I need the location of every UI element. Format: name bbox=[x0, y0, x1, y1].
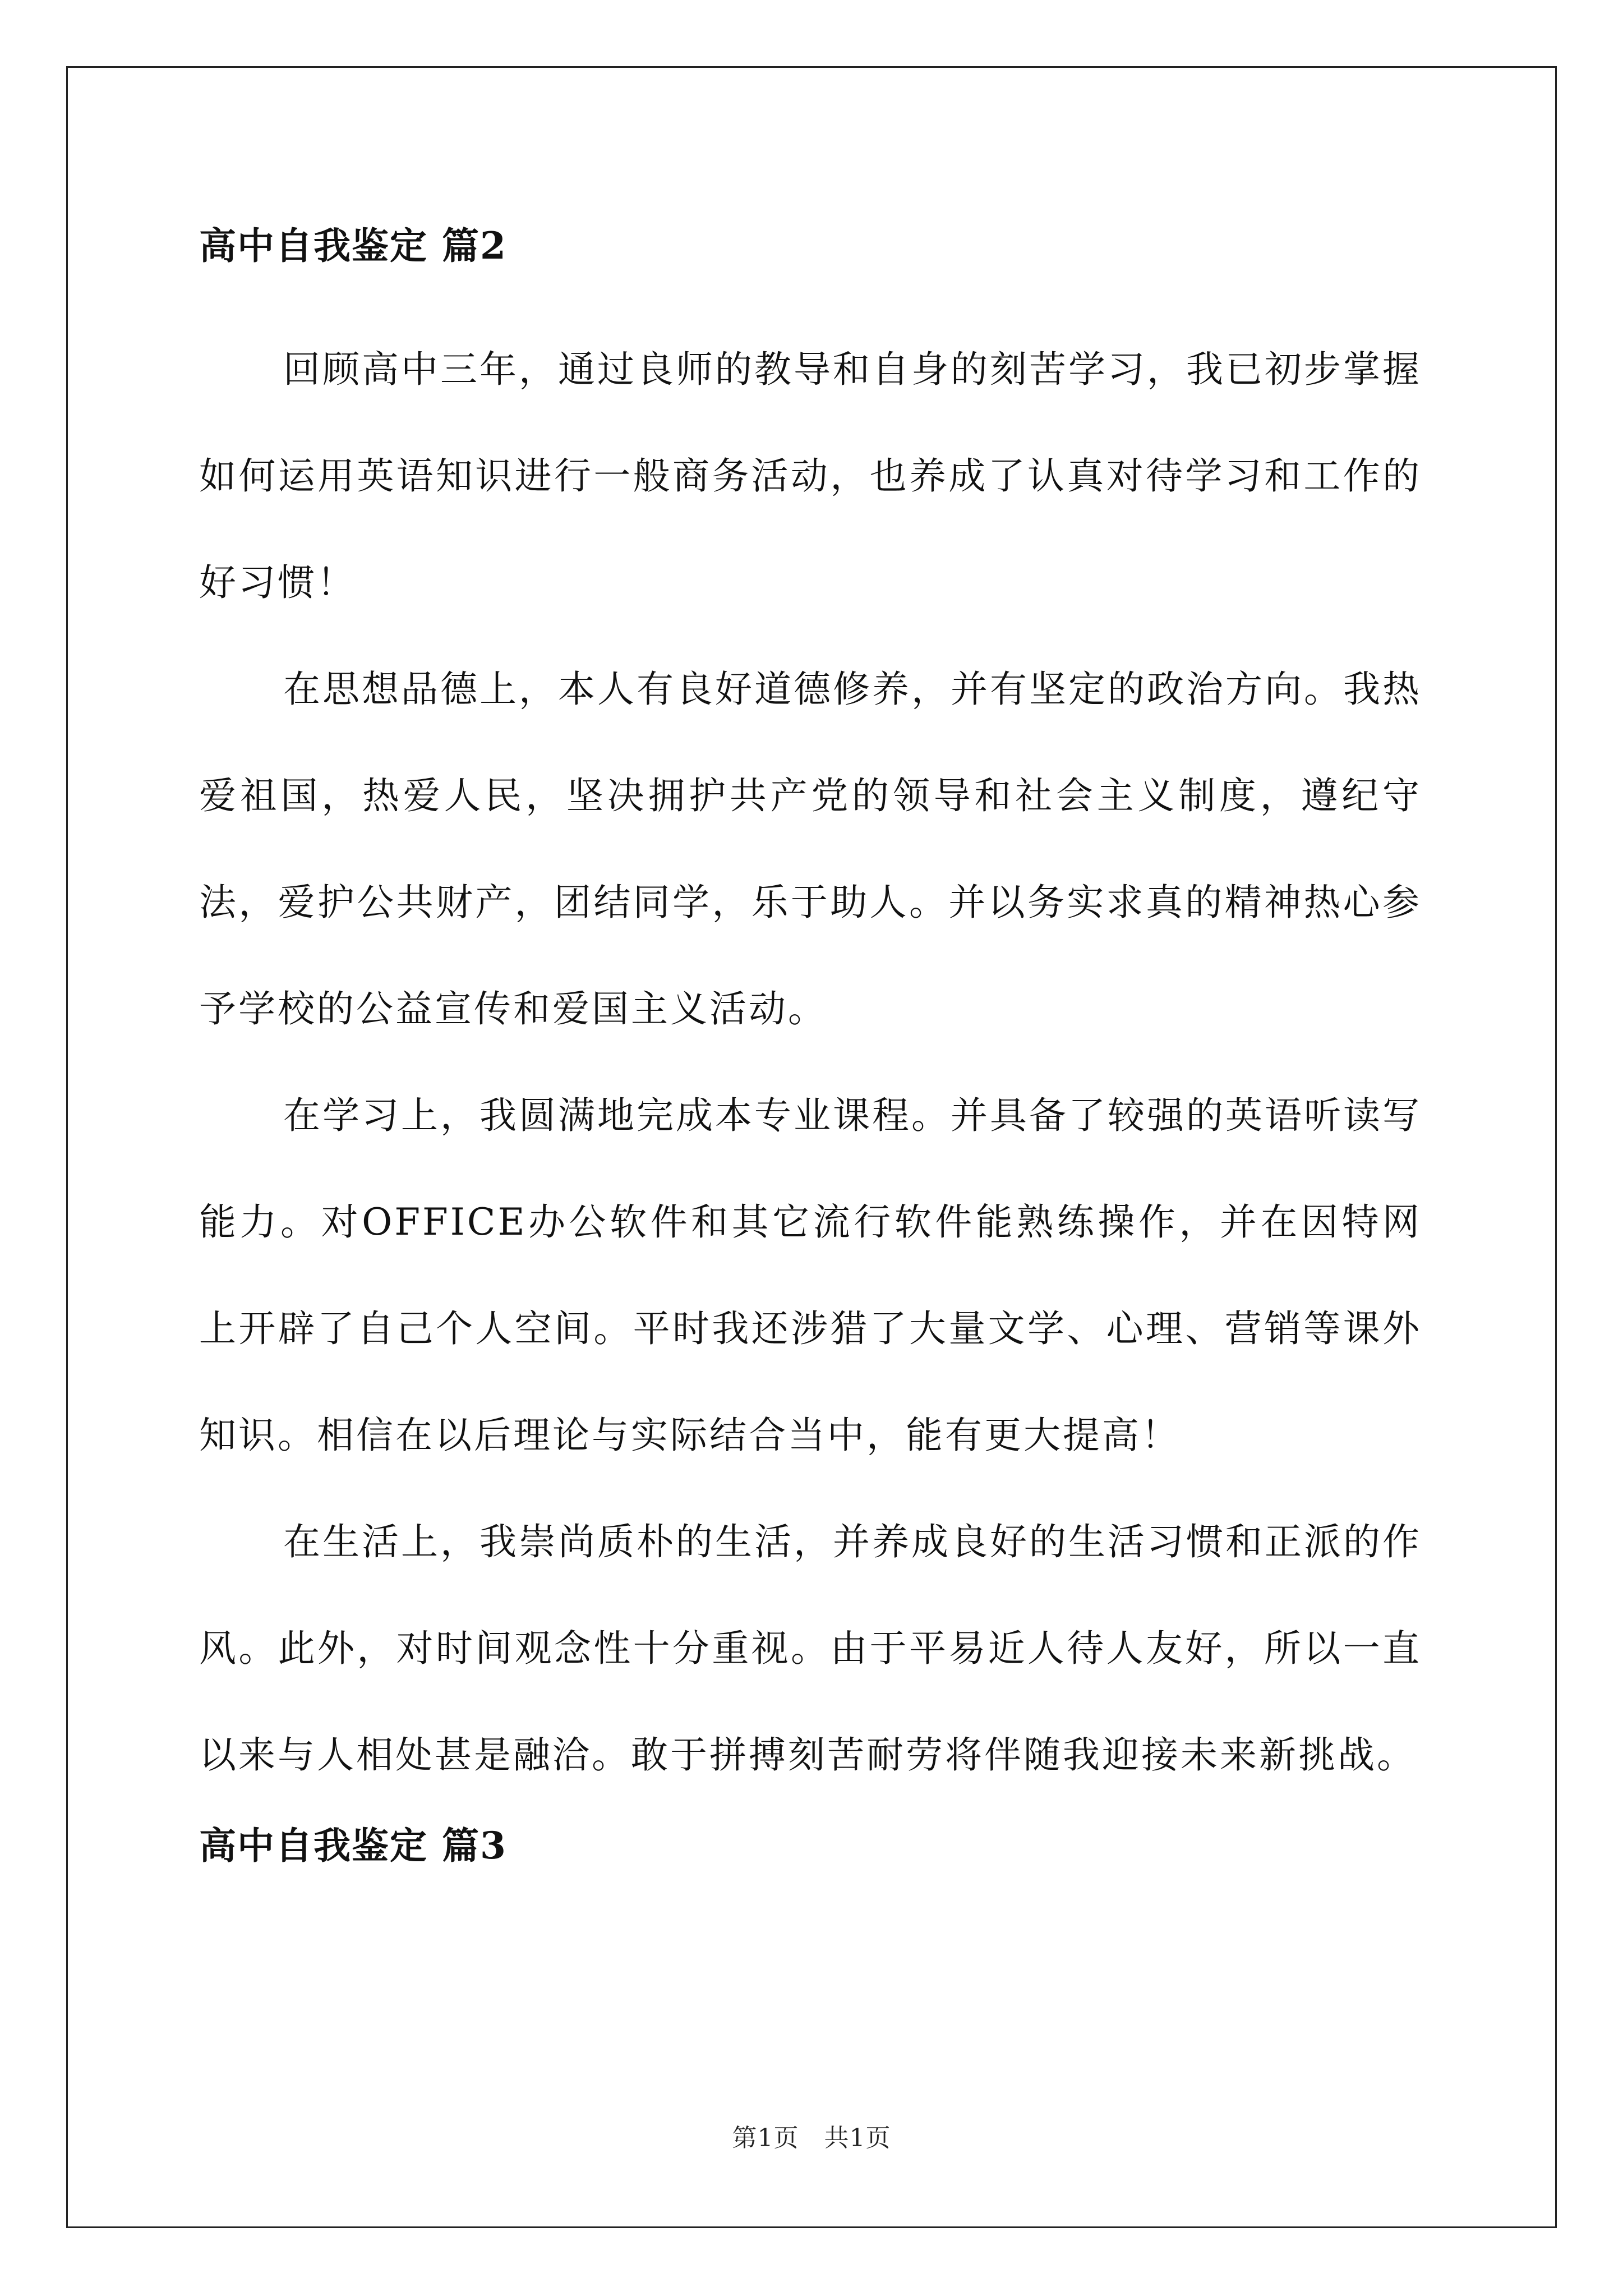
paragraph-review: 回顾高中三年，通过良师的教导和自身的刻苦学习，我已初步掌握如何运用英语知识进行一般商务活动，也养成了认真对待学习和工作的好习惯！ bbox=[199, 348, 1422, 604]
section-heading-3: 高中自我鉴定 篇3 bbox=[199, 1824, 507, 1867]
paragraph-life: 在生活上，我崇尚质朴的生活，并养成良好的生活习惯和正派的作风。此外，对时间观念性十分重视。由于平易近人待人友好，所以一直以来与人相处甚是融洽。敢于拼搏刻苦耐劳将伴随我迎接未来新挑战。 bbox=[199, 1520, 1422, 1777]
section-heading-2: 高中自我鉴定 篇2 bbox=[199, 224, 507, 268]
paragraph-study: 在学习上，我圆满地完成本专业课程。并具备了较强的英语听读写能力。对OFFICE办公软件和其它流行软件能熟练操作，并在因特网上开辟了自己个人空间。平时我还涉猎了大量文学、心理、营销等课外知识。相信在以后理论与实际结合当中，能有更大提高！ bbox=[199, 1094, 1422, 1457]
paragraph-moral: 在思想品德上，本人有良好道德修养，并有坚定的政治方向。我热爱祖国，热爱人民，坚决拥护共产党的领导和社会主义制度，遵纪守法，爱护公共财产，团结同学，乐于助人。并以务实求真的精神热心参予学校的公益宣传和爱国主义活动。 bbox=[199, 668, 1422, 1030]
document-body bbox=[199, 219, 1422, 1872]
page-number: 第1页 共1页 bbox=[732, 2124, 891, 2152]
